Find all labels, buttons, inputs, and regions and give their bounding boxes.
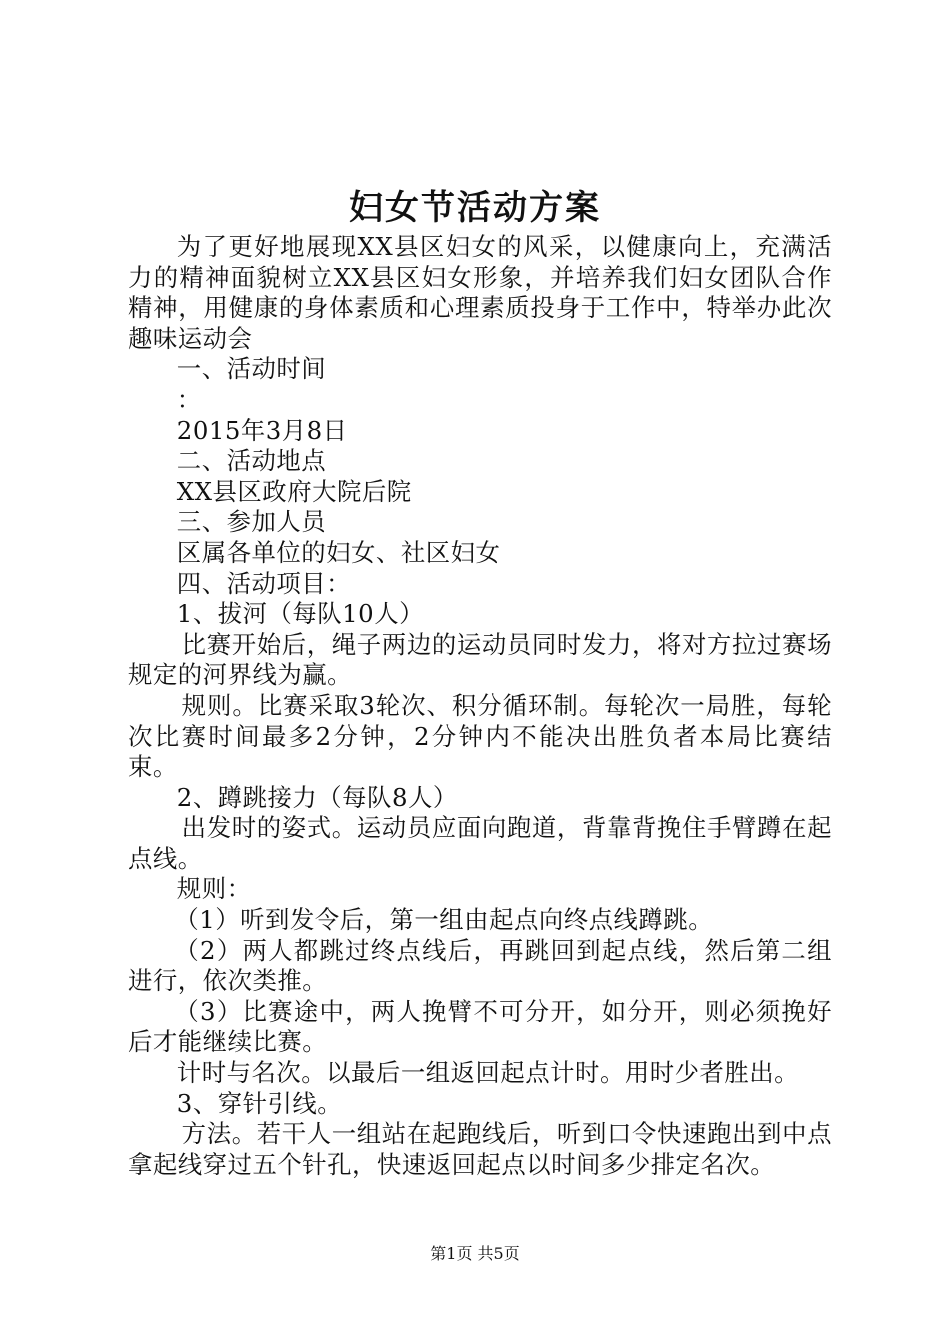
event-item-threading-needle: 3、穿针引线。: [176, 1088, 343, 1118]
squat-jump-rule-3: （3）比赛途中，两人挽臂不可分开，如分开，则必须挽好后才能继续比赛。: [128, 996, 832, 1057]
squat-jump-start-posture: 出发时的姿式。运动员应面向跑道，背靠背挽住手臂蹲在起点线。: [128, 813, 832, 873]
section-heading-time: 一、活动时间: [176, 354, 327, 384]
section-heading-events: 四、活动项目：: [176, 568, 352, 598]
tug-of-war-description: 比赛开始后，绳子两边的运动员同时发力，将对方拉过赛场规定的河界线为赢。: [128, 629, 832, 690]
document-title: 妇女节活动方案: [349, 188, 601, 228]
squat-jump-rule-2: （2）两人都跳过终点线后，再跳回到起点线，然后第二组进行，依次类推。: [128, 935, 832, 996]
tug-of-war-rules: 规则。比赛采取3轮次、积分循环制。每轮次一局胜，每轮次比赛时间最多2分钟，2分钟内不能决出胜负者本局比赛结束。: [128, 690, 832, 782]
section-heading-location: 二、活动地点: [176, 446, 327, 476]
event-participants: 区属各单位的妇女、社区妇女: [176, 537, 501, 567]
event-item-squat-jump-relay: 2、蹲跳接力（每队8人）: [176, 782, 458, 812]
page-number-footer: 第1页 共5页: [430, 1244, 520, 1263]
squat-jump-rule-1: （1）听到发令后，第一组由起点向终点线蹲跳。: [174, 905, 714, 935]
time-colon: ：: [176, 384, 202, 414]
threading-needle-method: 方法。若干人一组站在起跑线后，听到口令快速跑出到中点拿起线穿过五个针孔，快速返回起点以时间多少排定名次。: [128, 1119, 832, 1179]
event-date: 2015年3月8日: [176, 415, 348, 445]
squat-jump-rules-heading: 规则：: [176, 874, 252, 904]
event-item-tug-of-war: 1、拔河（每队10人）: [176, 599, 424, 629]
section-heading-participants: 三、参加人员: [176, 507, 327, 537]
document-body: [128, 232, 832, 1180]
squat-jump-timing: 计时与名次。以最后一组返回起点计时。用时少者胜出。: [176, 1058, 800, 1088]
event-location: XX县区政府大院后院: [176, 476, 412, 506]
intro-paragraph: 为了更好地展现XX县区妇女的风采，以健康向上，充满活力的精神面貌树立XX县区妇女形象，并培养我们妇女团队合作精神，用健康的身体素质和心理素质投身于工作中，特举办此次趣味运动会: [128, 232, 832, 353]
